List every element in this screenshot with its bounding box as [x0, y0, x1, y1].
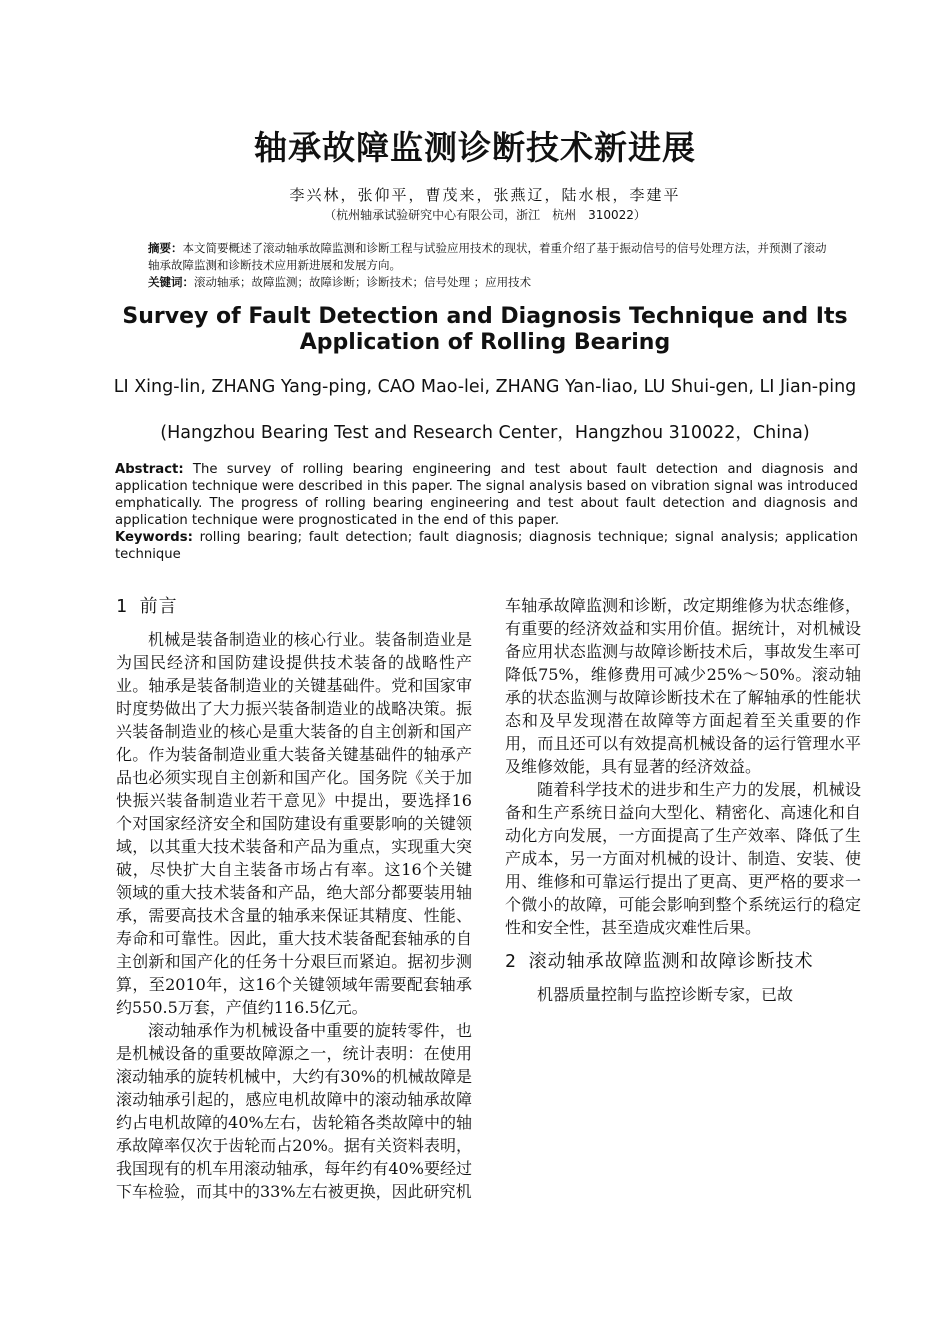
abstract-en	[115, 461, 858, 529]
abstract-en-block	[115, 461, 858, 563]
keywords-cn-text: 滚动轴承；故障监测；故障诊断；诊断技术；信号处理 ；应用技术	[194, 275, 532, 289]
authors-en: LI Xing-lin, ZHANG Yang-ping, CAO Mao-lei, ZHANG Yan-liao, LU Shui-gen, LI Jian-ping	[113, 377, 857, 397]
paper-title-en: Survey of Fault Detection and Diagnosis Technique and Its Application of Rolling Bearing	[122, 304, 848, 355]
section-1-paragraph-2: 滚动轴承作为机械设备中重要的旋转零件，也是机械设备的重要故障源之一，统计表明：在使用滚动轴承的旋转机械中，大约有30%的机械故障是滚动轴承引起的，感应电机故障中的滚动轴承故障约占电机故障的40%左右，齿轮箱各类故障中的轴承故障率仅次于齿轮而占20%。据有关资料表明，我国现有的机车用滚动轴承，每年约有40%要经过下车检验，而其中的33%左右被更换，因此研究机	[116, 1021, 472, 1201]
section-1-paragraph-3: 随着科学技术的进步和生产力的发展，机械设备和生产系统日益向大型化、精密化、高速化和自动化方向发展，一方面提高了生产效率、降低了生产成本，另一方面对机械的设计、制造、安装、使用、维修和可靠运行提出了更高、更严格的要求一个微小的故障，可能会影响到整个系统运行的稳定性和安全性，甚至造成灾难性后果。	[505, 780, 861, 937]
abstract-en-text: The survey of rolling bearing engineering and test about fault detection and diagnosis and application technique were described in this paper. The signal analysis based on vibration signal was introduced emphatically. The progress of rolling bearing engineering and test about fault detection and diagnosis and application technique were prognosticated in the end of this paper.	[115, 462, 858, 528]
abstract-cn-text: 本文简要概述了滚动轴承故障监测和诊断工程与试验应用技术的现状，着重介绍了基于振动信号的信号处理方法，并预测了滚动轴承故障监测和诊断技术应用新进展和发展方向。	[148, 241, 827, 272]
section-2-paragraph-1: 机器质量控制与监控诊断专家，已故	[537, 985, 794, 1004]
paper-title-cn: 轴承故障监测诊断技术新进展	[254, 128, 696, 167]
keywords-cn	[148, 274, 828, 291]
keywords-en	[115, 529, 858, 563]
section-2-heading: 2 滚动轴承故障监测和故障诊断技术	[505, 951, 814, 972]
keywords-en-label: Keywords:	[115, 530, 193, 545]
affiliation-en: (Hangzhou Bearing Test and Research Center，Hangzhou 310022，China)	[160, 423, 810, 443]
keywords-en-text: rolling bearing; fault detection; fault diagnosis; diagnosis technique; signal analysis; application technique	[115, 530, 858, 562]
abstract-cn	[148, 240, 828, 274]
keywords-cn-label: 关键词：	[148, 275, 194, 289]
abstract-cn-block	[148, 240, 828, 291]
affiliation-cn: （杭州轴承试验研究中心有限公司，浙江 杭州 310022）	[324, 208, 646, 222]
abstract-en-label: Abstract:	[115, 462, 184, 477]
abstract-cn-label: 摘要：	[148, 241, 183, 255]
section-1-paragraph-2-continued: 车轴承故障监测和诊断，改定期维修为状态维修，有重要的经济效益和实用价值。据统计，对机械设备应用状态监测与故障诊断技术后，事故发生率可降低75%，维修费用可减少25%～50%。滚动轴承的状态监测与故障诊断技术在了解轴承的性能状态和及早发现潜在故障等方面起着至关重要的作用，而且还可以有效提高机械设备的运行管理水平及维修效能，具有显著的经济效益。	[505, 596, 861, 776]
body-column-left	[116, 594, 472, 1203]
section-1-paragraph-1: 机械是装备制造业的核心行业。装备制造业是为国民经济和国防建设提供技术装备的战略性产业。轴承是装备制造业的关键基础件。党和国家审时度势做出了大力振兴装备制造业的战略决策。振兴装备制造业的核心是重大装备的自主创新和国产化。作为装备制造业重大装备关键基础件的轴承产品也必须实现自主创新和国产化。国务院《关于加快振兴装备制造业若干意见》中提出，要选择16个对国家经济安全和国防建设有重要影响的关键领域，以其重大技术装备和产品为重点，实现重大突破，尽快扩大自主装备市场占有率。这16个关键领域的重大技术装备和产品，绝大部分都要装用轴承，需要高技术含量的轴承来保证其精度、性能、寿命和可靠性。因此，重大技术装备配套轴承的自主创新和国产化的任务十分艰巨而紧迫。据初步测算，至2010年，这16个关键领域年需要配套轴承约550.5万套，产值约116.5亿元。	[116, 630, 472, 1017]
body-column-right	[505, 594, 861, 1006]
section-1-heading: 1 前言	[116, 596, 178, 617]
authors-cn: 李兴林，张仰平，曹茂来，张燕辽，陆水根，李建平	[289, 186, 681, 204]
